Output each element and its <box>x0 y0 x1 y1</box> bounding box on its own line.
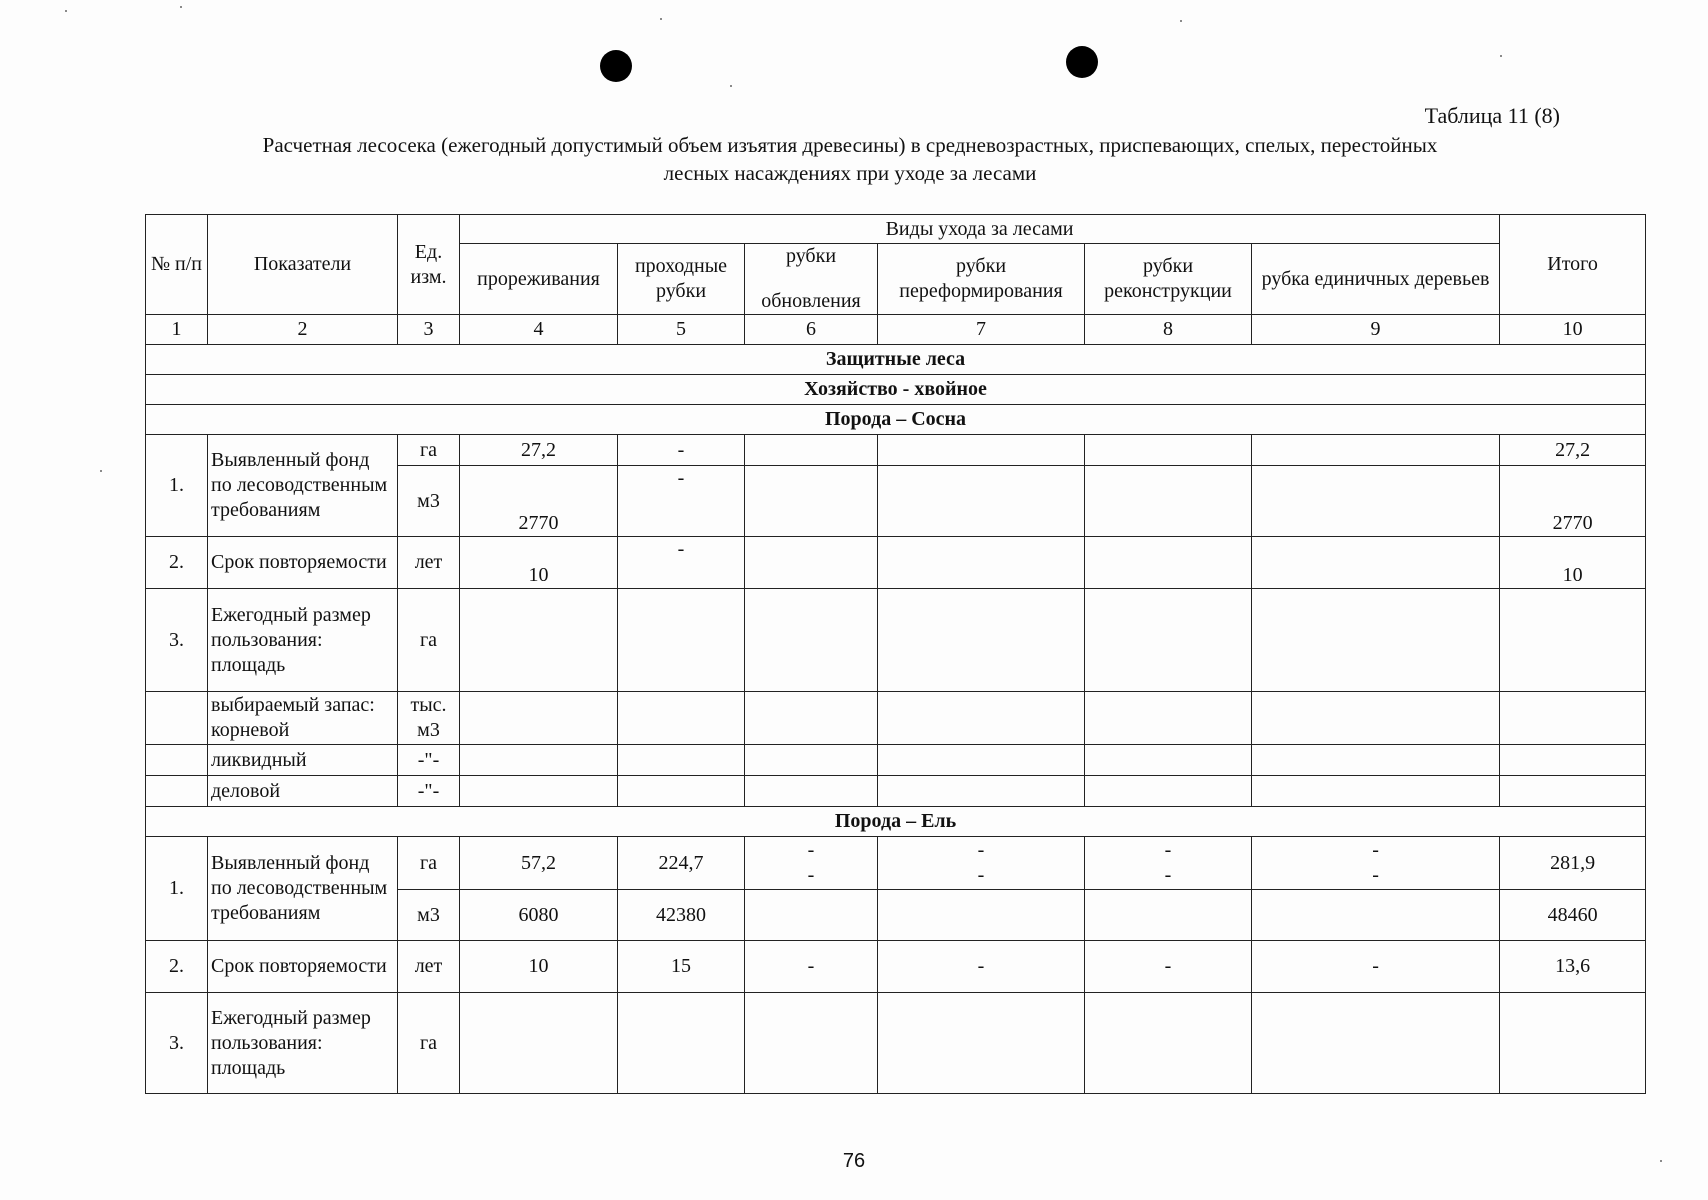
column-number: 5 <box>618 315 745 345</box>
value-cell <box>618 776 745 807</box>
value-cell <box>1252 537 1500 589</box>
value-cell: 15 <box>618 941 745 993</box>
row-number <box>146 776 208 807</box>
unit-cell: тыс. м3 <box>398 692 460 745</box>
value-cell <box>1085 435 1252 466</box>
value-cell <box>878 435 1085 466</box>
section-row <box>146 807 1646 837</box>
value-cell <box>618 692 745 745</box>
value-cell: 224,7 <box>618 837 745 890</box>
value-cell <box>745 466 878 537</box>
total-cell <box>1500 745 1646 776</box>
value-cell <box>1085 537 1252 589</box>
value-cell <box>745 692 878 745</box>
dash-mark: - <box>1372 839 1379 861</box>
table-row <box>146 589 1646 692</box>
indicator-label: Срок повторяемости <box>208 941 398 993</box>
dash-mark: - <box>807 864 815 886</box>
unit-cell: га <box>398 837 460 890</box>
value-cell <box>1252 589 1500 692</box>
table-row <box>146 837 1646 890</box>
row-number: 3. <box>146 993 208 1094</box>
value-cell <box>1252 776 1500 807</box>
indicator-label: выбираемый запас: корневой <box>208 692 398 745</box>
scan-speck <box>65 10 67 12</box>
value-cell <box>618 589 745 692</box>
value-cell <box>460 692 618 745</box>
row-number: 2. <box>146 537 208 589</box>
table-row <box>146 692 1646 745</box>
column-number: 4 <box>460 315 618 345</box>
value-cell <box>1252 692 1500 745</box>
value-cell <box>878 776 1085 807</box>
column-number-row <box>146 315 1646 345</box>
header-unit: Ед. изм. <box>398 215 460 315</box>
column-number: 6 <box>745 315 878 345</box>
value-cell <box>878 745 1085 776</box>
scan-speck <box>100 470 102 472</box>
value-cell <box>1085 890 1252 941</box>
value-cell <box>460 745 618 776</box>
value-cell <box>1085 692 1252 745</box>
section-economy-coniferous: Хозяйство - хвойное <box>146 375 1646 405</box>
unit-cell: га <box>398 589 460 692</box>
value-cell: - <box>745 941 878 993</box>
unit-cell: лет <box>398 941 460 993</box>
dash-mark: - <box>1372 864 1379 886</box>
value-cell <box>618 993 745 1094</box>
value-cell <box>1252 993 1500 1094</box>
total-cell: 10 <box>1500 537 1646 589</box>
value-cell <box>745 837 878 890</box>
header-care-types: Виды ухода за лесами <box>460 215 1500 244</box>
header-total: Итого <box>1500 215 1646 315</box>
column-number: 10 <box>1500 315 1646 345</box>
table-number: Таблица 11 (8) <box>1424 103 1560 128</box>
table-row <box>146 941 1646 993</box>
value-cell: - <box>878 941 1085 993</box>
header-row-1 <box>146 215 1646 244</box>
total-cell <box>1500 589 1646 692</box>
value-cell <box>1085 837 1252 890</box>
dash-mark: - <box>977 864 985 886</box>
section-row <box>146 405 1646 435</box>
punch-hole-right <box>1066 46 1098 78</box>
dash-mark: - <box>1164 839 1172 861</box>
unit-cell: -"- <box>398 776 460 807</box>
column-number: 7 <box>878 315 1085 345</box>
scan-speck <box>1180 20 1182 22</box>
header-reformation-cuttings: рубки переформирования <box>878 244 1085 315</box>
indicator-label: ликвидный <box>208 745 398 776</box>
value-cell <box>1252 466 1500 537</box>
value-cell <box>460 776 618 807</box>
dash-mark: - <box>807 839 815 861</box>
column-number: 2 <box>208 315 398 345</box>
punch-hole-left <box>600 50 632 82</box>
table-row <box>146 745 1646 776</box>
column-number: 3 <box>398 315 460 345</box>
table-title <box>120 131 1580 187</box>
indicator-label: Срок повторяемости <box>208 537 398 589</box>
value-cell <box>878 993 1085 1094</box>
value-cell: - <box>618 466 745 537</box>
title-line-2: лесных насаждениях при уходе за лесами <box>663 161 1037 185</box>
unit-cell: -"- <box>398 745 460 776</box>
value-cell <box>878 692 1085 745</box>
row-number <box>146 692 208 745</box>
header-passage-cuttings: проходные рубки <box>618 244 745 315</box>
indicator-label: Выявленный фонд по лесоводственным требованиям <box>208 837 398 941</box>
total-cell: 48460 <box>1500 890 1646 941</box>
unit-cell: м3 <box>398 466 460 537</box>
value-cell: - <box>618 435 745 466</box>
total-cell <box>1500 692 1646 745</box>
value-cell: 42380 <box>618 890 745 941</box>
value-cell: 10 <box>460 537 618 589</box>
value-cell <box>1085 745 1252 776</box>
value-cell <box>878 466 1085 537</box>
section-protective-forests: Защитные леса <box>146 345 1646 375</box>
value-cell <box>745 890 878 941</box>
table-row <box>146 537 1646 589</box>
row-number: 1. <box>146 435 208 537</box>
value-cell <box>745 776 878 807</box>
value-cell <box>745 745 878 776</box>
header-renewal-top: рубки <box>785 245 837 267</box>
value-cell <box>1085 589 1252 692</box>
total-cell: 13,6 <box>1500 941 1646 993</box>
value-cell: 6080 <box>460 890 618 941</box>
header-reconstruction-cuttings: рубки реконструкции <box>1085 244 1252 315</box>
section-species-spruce: Порода – Ель <box>146 807 1646 837</box>
header-num: № п/п <box>146 215 208 315</box>
indicator-label: Ежегодный размер пользования: площадь <box>208 589 398 692</box>
section-species-pine: Порода – Сосна <box>146 405 1646 435</box>
indicator-label: деловой <box>208 776 398 807</box>
forest-care-table <box>145 214 1646 1094</box>
column-number: 9 <box>1252 315 1500 345</box>
value-cell <box>1252 745 1500 776</box>
header-renewal-bottom: обновления <box>761 290 861 312</box>
header-indicators: Показатели <box>208 215 398 315</box>
value-cell <box>745 993 878 1094</box>
total-cell <box>1500 993 1646 1094</box>
column-number: 1 <box>146 315 208 345</box>
value-cell: 10 <box>460 941 618 993</box>
value-cell <box>1085 776 1252 807</box>
value-cell <box>1252 890 1500 941</box>
value-cell <box>460 589 618 692</box>
value-cell <box>1085 993 1252 1094</box>
value-cell: - <box>1085 941 1252 993</box>
value-cell <box>745 435 878 466</box>
row-number <box>146 745 208 776</box>
unit-cell: га <box>398 435 460 466</box>
table-row <box>146 993 1646 1094</box>
value-cell: - <box>618 537 745 589</box>
header-thinning: прореживания <box>460 244 618 315</box>
column-number: 8 <box>1085 315 1252 345</box>
value-cell <box>745 589 878 692</box>
scan-speck <box>730 85 732 87</box>
value-cell <box>878 890 1085 941</box>
value-cell <box>618 745 745 776</box>
header-single-tree-cutting: рубка единичных деревьев <box>1252 244 1500 315</box>
indicator-label: Ежегодный размер пользования: площадь <box>208 993 398 1094</box>
value-cell: 27,2 <box>460 435 618 466</box>
scan-speck <box>180 6 182 8</box>
dash-mark: - <box>1164 864 1172 886</box>
title-line-1: Расчетная лесосека (ежегодный допустимый объем изъятия древесины) в средневозрастных, приспевающих, спелых, перестойных <box>262 133 1438 157</box>
value-cell <box>1085 466 1252 537</box>
value-cell: 57,2 <box>460 837 618 890</box>
unit-cell: га <box>398 993 460 1094</box>
value-cell <box>460 993 618 1094</box>
row-number: 2. <box>146 941 208 993</box>
table-row <box>146 435 1646 466</box>
total-cell: 2770 <box>1500 466 1646 537</box>
value-cell <box>878 837 1085 890</box>
scan-speck <box>1500 55 1502 57</box>
row-number: 1. <box>146 837 208 941</box>
value-cell <box>878 589 1085 692</box>
page-number: 76 <box>842 1150 866 1172</box>
unit-cell: м3 <box>398 890 460 941</box>
total-cell <box>1500 776 1646 807</box>
row-number: 3. <box>146 589 208 692</box>
value-cell <box>878 537 1085 589</box>
table-row <box>146 776 1646 807</box>
total-cell: 281,9 <box>1500 837 1646 890</box>
scan-speck <box>660 18 662 20</box>
unit-cell: лет <box>398 537 460 589</box>
value-cell <box>1252 837 1500 890</box>
value-cell <box>745 537 878 589</box>
section-row <box>146 375 1646 405</box>
section-row <box>146 345 1646 375</box>
value-cell <box>1252 435 1500 466</box>
header-renewal-cuttings <box>745 244 878 315</box>
total-cell: 27,2 <box>1500 435 1646 466</box>
value-cell: 2770 <box>460 466 618 537</box>
indicator-label: Выявленный фонд по лесоводственным требованиям <box>208 435 398 537</box>
dash-mark: - <box>977 839 985 861</box>
value-cell: - <box>1252 941 1500 993</box>
